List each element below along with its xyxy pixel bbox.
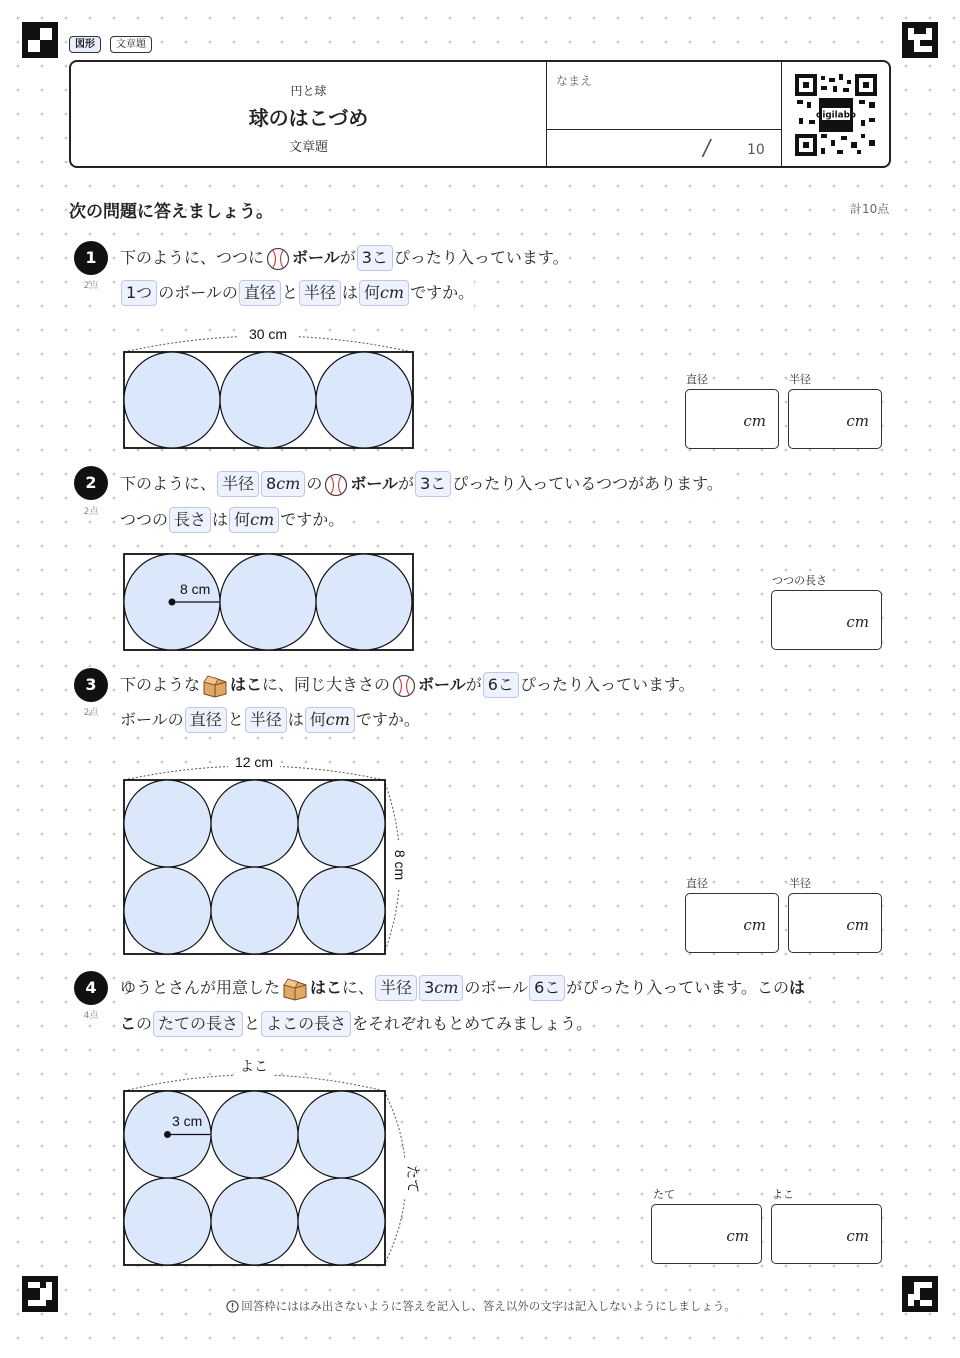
ball: [211, 780, 298, 867]
height-label: 8 cm: [392, 849, 408, 881]
divider: [546, 62, 547, 166]
text: の: [306, 474, 323, 493]
highlight: 3こ: [415, 471, 451, 497]
width-label: 12 cm: [234, 754, 274, 770]
question-2-line-2: [120, 505, 344, 535]
question-1-line-1: [120, 243, 569, 273]
unit-label: cm: [846, 613, 869, 631]
answer-label: 直径: [686, 877, 708, 890]
question-number: 2: [74, 466, 108, 500]
answer-label: 半径: [789, 877, 811, 890]
text: のボールの: [158, 283, 238, 302]
dimension-label: 30 cm: [248, 326, 288, 342]
svg-text:digilabo: digilabo: [816, 110, 856, 121]
ball: [298, 780, 385, 867]
baseball-icon: [266, 247, 290, 271]
name-label: なまえ: [556, 74, 593, 88]
title-area: [71, 62, 546, 166]
ball: [298, 867, 385, 954]
question-points: 2点: [83, 708, 99, 718]
question-3-line-1: [120, 670, 695, 700]
unit-text: cm: [325, 710, 350, 729]
text: ボール: [292, 248, 340, 267]
highlight: [419, 975, 463, 1001]
ball: [124, 867, 211, 954]
ball: [211, 1178, 298, 1265]
width-label: よこ: [240, 1059, 268, 1075]
question-points: 2点: [83, 507, 99, 517]
highlight: 6こ: [483, 672, 519, 698]
answer-box-diameter[interactable]: [685, 893, 779, 953]
figure-q1: [110, 322, 430, 454]
unit-text: cm: [434, 978, 459, 997]
footer-wrap: [220, 1297, 740, 1315]
baseball-icon: [324, 473, 348, 497]
footer-text: 回答枠にははみ出さないように答えを記入し、答え以外の文字は記入しないようにしましょう。: [241, 1299, 736, 1313]
text: と: [281, 283, 298, 302]
height-label: たて: [404, 1165, 420, 1193]
question-number: 1: [74, 241, 108, 275]
ball: [124, 780, 211, 867]
ball: [124, 352, 220, 448]
highlight: 半径: [245, 707, 287, 733]
ball: [124, 1178, 211, 1265]
footer-note: [0, 1298, 960, 1314]
qr-code-icon: [795, 74, 877, 156]
text: 下のような: [120, 675, 201, 694]
radius-label: 8 cm: [180, 581, 211, 597]
text: はこ: [310, 978, 343, 997]
highlight: 半径: [217, 471, 259, 497]
text: 3: [424, 978, 435, 997]
worksheet-header: [69, 60, 891, 168]
unit-label: cm: [846, 412, 869, 430]
ball: [298, 1178, 385, 1265]
score-total: 10: [747, 142, 765, 158]
text: ですか。: [355, 710, 420, 729]
ball: [316, 352, 412, 448]
text: ボールの: [120, 710, 184, 729]
text: つつの: [120, 510, 169, 529]
question-1-line-2: [120, 278, 474, 308]
answer-label: 半径: [789, 373, 811, 386]
text: ボール: [350, 474, 399, 493]
answer-box-height[interactable]: [651, 1204, 762, 1264]
unit-text: cm: [379, 283, 405, 302]
text: は: [212, 510, 229, 529]
unit-label: cm: [743, 916, 766, 934]
answer-label: 直径: [686, 373, 708, 386]
text: ぴったり入っています。: [519, 675, 695, 694]
highlight: 半径: [375, 975, 417, 1001]
corner-marker-top-left: [22, 22, 58, 58]
unit-text: cm: [250, 510, 275, 529]
ball: [220, 352, 316, 448]
score-slash: /: [700, 136, 713, 161]
unit-label: cm: [726, 1227, 749, 1245]
unit-subtitle: 円と球: [290, 84, 327, 98]
highlight: よこの長さ: [261, 1011, 351, 1037]
highlight: 直径: [239, 280, 281, 306]
highlight: 直径: [185, 707, 227, 733]
text: 何: [309, 710, 326, 729]
question-number: 4: [74, 971, 108, 1005]
question-points: 4点: [83, 1011, 99, 1021]
dimension-arc: [124, 1075, 384, 1091]
answer-box-diameter[interactable]: [685, 389, 779, 449]
total-points: 計10点: [850, 202, 890, 216]
highlight: 1つ: [121, 280, 157, 306]
highlight: [229, 507, 279, 533]
text: は: [789, 978, 806, 997]
highlight: 半径: [299, 280, 341, 306]
category-tag: 図形: [69, 36, 101, 53]
text: に、同じ大きさの: [262, 675, 391, 694]
highlight: [359, 280, 409, 306]
ball: [298, 1091, 385, 1178]
figure-q2: [110, 550, 430, 656]
text: に、: [342, 978, 375, 997]
text: ぴったり入っています。: [393, 248, 569, 267]
answer-box-tube-length[interactable]: [771, 590, 882, 650]
text: の: [136, 1014, 153, 1033]
highlight: [305, 707, 355, 733]
radius-label: 3 cm: [172, 1113, 203, 1129]
text: ですか。: [280, 510, 345, 529]
text: と: [244, 1014, 261, 1033]
instruction: 次の問題に答えましょう。: [69, 202, 273, 222]
question-4-line-1: [120, 973, 805, 1003]
answer-label: つつの長さ: [772, 574, 827, 587]
text: が: [465, 675, 482, 694]
text: 下のように、: [120, 474, 217, 493]
highlight: 3こ: [357, 245, 393, 271]
highlight: 長さ: [169, 507, 211, 533]
text: が: [339, 248, 356, 267]
answer-label: よこ: [772, 1188, 794, 1201]
divider: [546, 129, 781, 130]
text: は: [287, 710, 304, 729]
box-icon: [202, 674, 228, 698]
worksheet-title: 球のはこづめ: [248, 106, 369, 130]
text: 何: [234, 510, 251, 529]
box-icon: [282, 977, 308, 1001]
info-icon: [226, 1300, 239, 1313]
text: をそれぞれもとめてみましょう。: [352, 1014, 593, 1033]
figure-q3: [110, 750, 430, 960]
figure-q4: [110, 1055, 430, 1273]
answer-box-radius[interactable]: [788, 893, 882, 953]
question-3-line-2: [120, 705, 420, 735]
text: が: [398, 474, 415, 493]
unit-label: cm: [846, 1227, 869, 1245]
answer-box-width[interactable]: [771, 1204, 882, 1264]
question-points: 2点: [83, 281, 99, 291]
text: は: [341, 283, 358, 302]
text: と: [227, 710, 244, 729]
ball: [316, 554, 412, 650]
corner-marker-top-right: [902, 22, 938, 58]
question-number: 3: [74, 668, 108, 702]
text: 8: [266, 474, 277, 493]
text: 何: [363, 283, 380, 302]
text: はこ: [230, 675, 263, 694]
divider: [781, 62, 782, 166]
text: のボール: [464, 978, 529, 997]
kind-tag: 文章題: [110, 36, 152, 53]
text: ゆうとさんが用意した: [120, 978, 281, 997]
unit-label: cm: [846, 916, 869, 934]
unit-label: cm: [743, 412, 766, 430]
text: 下のように、つつに: [120, 248, 265, 267]
baseball-icon: [392, 674, 416, 698]
question-2-line-1: [120, 469, 723, 499]
highlight: [261, 471, 305, 497]
highlight: 6こ: [529, 975, 565, 1001]
ball: [211, 1091, 298, 1178]
question-4-line-2: [120, 1009, 592, 1039]
text: こ: [120, 1014, 137, 1033]
answer-box-radius[interactable]: [788, 389, 882, 449]
text: がぴったり入っています。この: [566, 978, 789, 997]
name-field[interactable]: [556, 92, 771, 126]
answer-label: たて: [653, 1188, 675, 1201]
text: ボール: [418, 675, 466, 694]
text: ぴったり入っているつつがあります。: [452, 474, 723, 493]
worksheet-kind: 文章題: [288, 140, 328, 155]
unit-text: cm: [276, 474, 301, 493]
ball: [211, 867, 298, 954]
ball: [220, 554, 316, 650]
highlight: たての長さ: [153, 1011, 243, 1037]
text: ですか。: [410, 283, 475, 302]
